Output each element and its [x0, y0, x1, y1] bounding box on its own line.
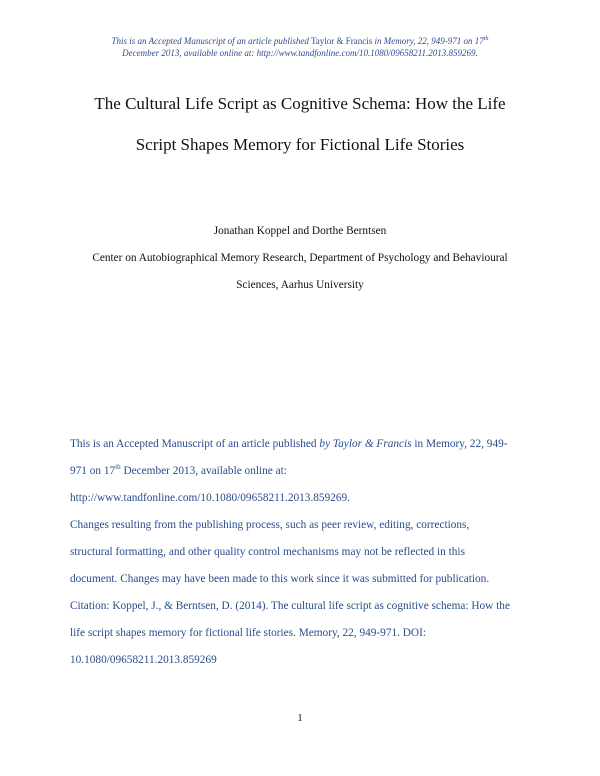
title-line-1: The Cultural Life Script as Cognitive Schema: How the Life — [94, 94, 506, 113]
header-notice-publisher: Taylor & Francis — [310, 36, 373, 46]
notice-url-link[interactable]: http://www.tandfonline.com/10.1080/09658211.2013.859269. — [70, 492, 350, 504]
header-notice-sup: th — [483, 36, 489, 42]
page-number: 1 — [297, 712, 303, 724]
title-line-2: Script Shapes Memory for Fictional Life Stories — [135, 135, 465, 154]
header-notice-prefix: This is an Accepted Manuscript of an article published — [111, 36, 309, 46]
notice-line-2: 971 on 17th December 2013, available online at: — [70, 463, 287, 477]
paper-title — [60, 83, 540, 165]
author-block — [60, 218, 540, 299]
notice-line-4: Changes resulting from the publishing process, such as peer review, editing, corrections, — [70, 519, 470, 531]
header-notice — [70, 33, 530, 59]
accepted-manuscript-notice — [70, 431, 540, 674]
affiliation-line-1: Center on Autobiographical Memory Research, Department of Psychology and Behavioural — [92, 252, 508, 264]
citation-line-1: Citation: Koppel, J., & Berntsen, D. (2014). The cultural life script as cognitive schema: How the — [70, 600, 510, 612]
notice-publisher: by Taylor & Francis — [319, 438, 412, 450]
citation-doi: 10.1080/09658211.2013.859269 — [70, 654, 217, 666]
citation-line-2: life script shapes memory for fictional life stories. Memory, 22, 949-971. DOI: — [70, 627, 426, 639]
notice-line-5: structural formatting, and other quality control mechanisms may not be reflected in this — [70, 546, 465, 558]
affiliation-line-2: Sciences, Aarhus University — [236, 279, 364, 291]
notice-line-1: This is an Accepted Manuscript of an article published by Taylor & Francis in Memory, 22, 949- — [70, 438, 508, 450]
header-notice-middle: in Memory, 22, 949-971 on 17 — [374, 36, 484, 46]
header-notice-line-1 — [70, 33, 530, 47]
header-notice-line-2: December 2013, available online at: http://www.tandfonline.com/10.1080/09658211.2013.859269. — [122, 48, 478, 58]
author-names: Jonathan Koppel and Dorthe Berntsen — [213, 225, 387, 237]
notice-line-6: document. Changes may have been made to this work since it was submitted for publication. — [70, 573, 490, 585]
